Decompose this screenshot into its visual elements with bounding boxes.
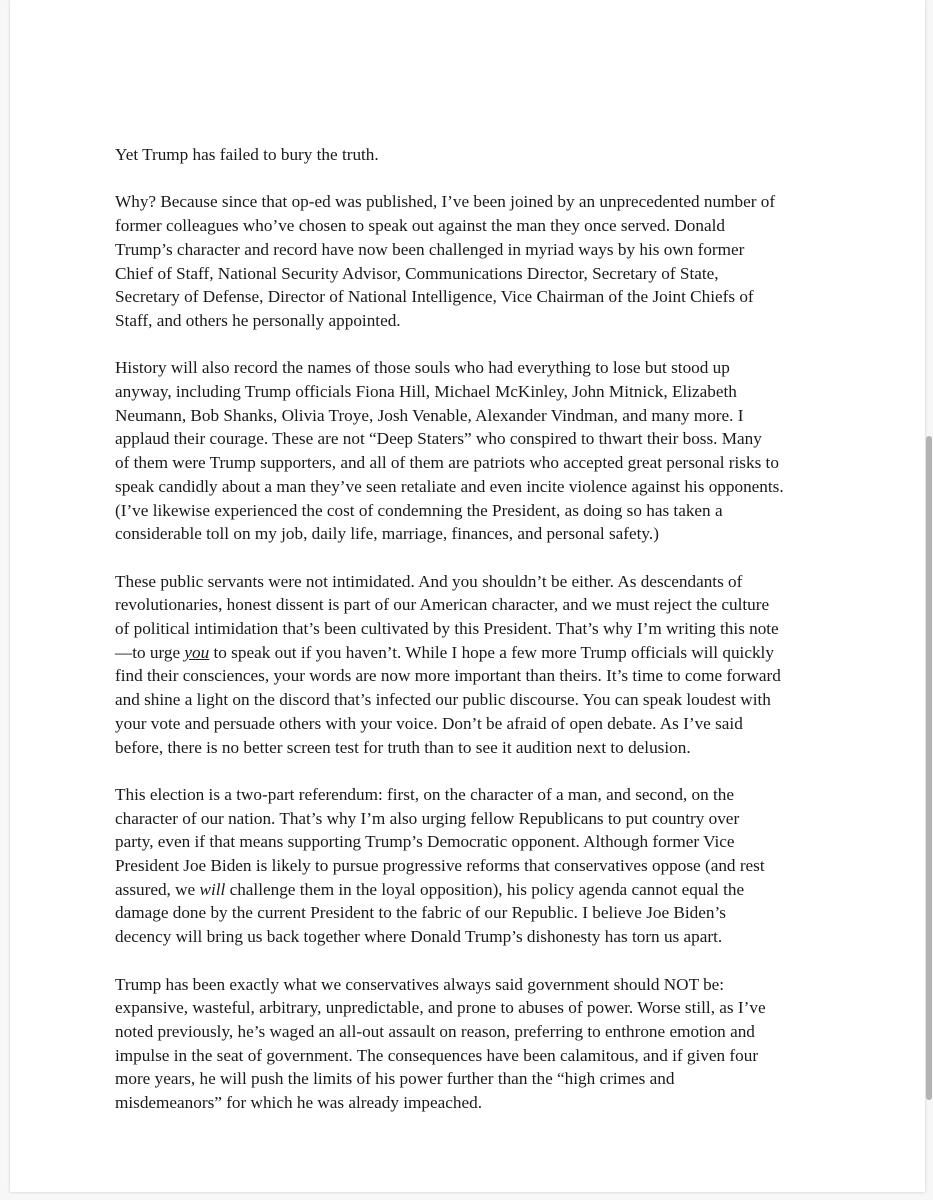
paragraph-4	[115, 570, 827, 760]
paragraph-3	[115, 356, 827, 546]
text-line: party, even if that means supporting Trump’s Democratic opponent. Although former Vice	[115, 832, 735, 852]
text-line: expansive, wasteful, arbitrary, unpredictable, and prone to abuses of power. Worse still, as I’ve	[115, 998, 766, 1018]
text-line: impulse in the seat of government. The consequences have been calamitous, and if given four	[115, 1045, 759, 1065]
vertical-scrollbar[interactable]	[925, 0, 933, 1200]
paragraph-1	[115, 143, 827, 167]
document-page	[10, 0, 925, 1192]
document-body	[115, 143, 827, 1138]
text-line: decency will bring us back together where Donald Trump’s dishonesty has torn us apart.	[115, 927, 723, 947]
emphasized-will: will	[199, 879, 226, 899]
text-line-will	[115, 878, 827, 902]
text-segment: to speak out if you haven’t. While I hope a few more Trump officials will quickly	[209, 642, 774, 662]
text-line: Neumann, Bob Shanks, Olivia Troye, Josh Venable, Alexander Vindman, and many more. I	[115, 405, 744, 425]
text-line: This election is a two-part referendum: first, on the character of a man, and second, on the	[115, 784, 734, 804]
text-line: before, there is no better screen test for truth than to see it audition next to delusion.	[115, 737, 691, 757]
text-line: anyway, including Trump officials Fiona Hill, Michael McKinley, John Mitnick, Elizabeth	[115, 382, 737, 401]
text-line: former colleagues who’ve chosen to speak out against the man they once served. Donald	[115, 216, 725, 236]
text-segment: —to urge	[115, 642, 185, 662]
text-line: Chief of Staff, National Security Advisor, Communications Director, Secretary of State,	[115, 263, 719, 283]
text-line: considerable toll on my job, daily life, marriage, finances, and personal safety.)	[115, 524, 659, 544]
emphasized-you: you	[184, 642, 210, 662]
paragraph-2	[115, 190, 827, 332]
paragraph-6	[115, 973, 827, 1115]
text-line: revolutionaries, honest dissent is part of our American character, and we must reject the culture	[115, 595, 770, 615]
text-line: speak candidly about a man they’ve seen retaliate and even incite violence against his opponents.	[115, 476, 784, 496]
text-line: Yet Trump has failed to bury the truth.	[115, 145, 379, 164]
text-line: more years, he will push the limits of his power further than the “high crimes and	[115, 1069, 675, 1089]
text-line: find their consciences, your words are now more important than theirs. It’s time to come forward	[115, 666, 781, 686]
text-line: These public servants were not intimidated. And you shouldn’t be either. As descendants of	[115, 571, 743, 591]
text-segment: assured, we	[115, 879, 200, 899]
text-line: Why? Because since that op-ed was published, I’ve been joined by an unprecedented number of	[115, 192, 776, 212]
text-line: (I’ve likewise experienced the cost of condemning the President, as doing so has taken a	[115, 500, 723, 520]
text-line: Staff, and others he personally appointed.	[115, 310, 401, 330]
text-line: your vote and persuade others with your voice. Don’t be afraid of open debate. As I’ve said	[115, 713, 743, 733]
text-line: of political intimidation that’s been cultivated by this President. That’s why I’m writing this note	[115, 619, 779, 639]
text-line: noted previously, he’s waged an all-out assault on reason, preferring to enthrone emotion and	[115, 1021, 755, 1041]
paragraph-5	[115, 783, 827, 949]
text-line-urge	[115, 641, 827, 665]
text-line: History will also record the names of those souls who had everything to lose but stood up	[115, 358, 730, 378]
text-line: Secretary of Defense, Director of National Intelligence, Vice Chairman of the Joint Chiefs of	[115, 287, 754, 307]
text-line: misdemeanors” for which he was already impeached.	[115, 1093, 482, 1113]
text-line: damage done by the current President to the fabric of our Republic. I believe Joe Biden’s	[115, 903, 726, 923]
text-line: of them were Trump supporters, and all of them are patriots who accepted great personal risks to	[115, 453, 779, 473]
text-line: character of our nation. That’s why I’m also urging fellow Republicans to put country over	[115, 808, 740, 828]
text-line: President Joe Biden is likely to pursue progressive reforms that conservatives oppose (and rest	[115, 856, 765, 876]
text-line: Trump’s character and record have now been challenged in myriad ways by his own former	[115, 239, 745, 259]
text-line: Trump has been exactly what we conservatives always said government should NOT be:	[115, 974, 725, 994]
text-line: and shine a light on the discord that’s infected our public discourse. You can speak loudest with	[115, 690, 771, 710]
scrollbar-thumb[interactable]	[926, 436, 932, 1100]
text-segment: challenge them in the loyal opposition), his policy agenda cannot equal the	[225, 879, 745, 899]
text-line: applaud their courage. These are not “Deep Staters” who conspired to thwart their boss. Many	[115, 429, 762, 449]
